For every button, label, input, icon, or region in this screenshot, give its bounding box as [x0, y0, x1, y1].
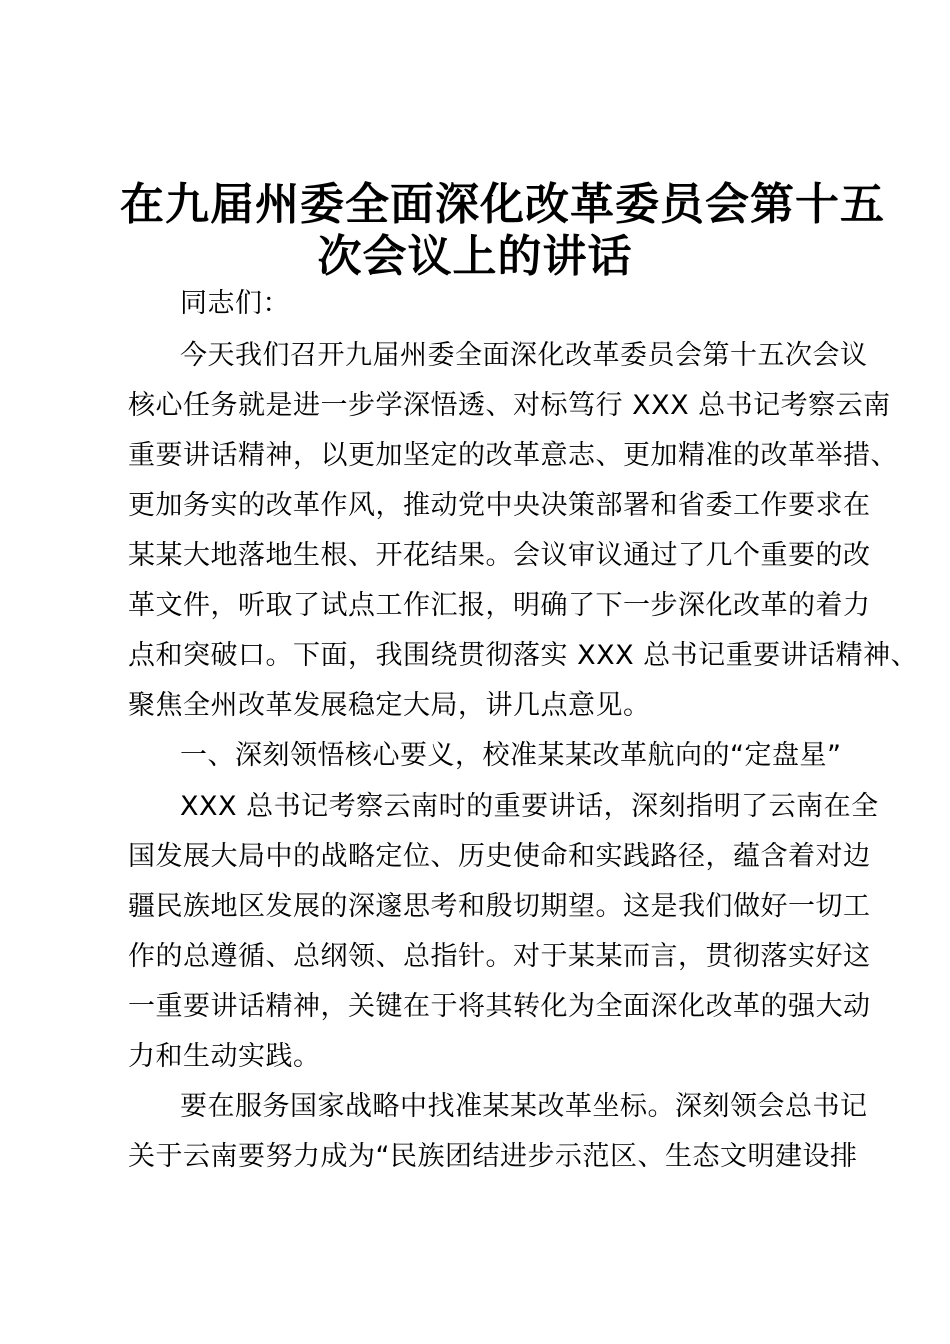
paragraph-2-line: 一重要讲话精神，关键在于将其转化为全面深化改革的强大动 [128, 991, 871, 1022]
paragraph-1-line: 更加务实的改革作风，推动党中央决策部署和省委工作要求在 [128, 490, 871, 521]
document-title-line-2: 次会议上的讲话 [317, 231, 633, 282]
paragraph-1-line: 重要讲话精神，以更加坚定的改革意志、更加精准的改革举措、 [128, 440, 898, 471]
paragraph-2-line: 力和生动实践。 [128, 1041, 321, 1072]
paragraph-2-line: 国发展大局中的战略定位、历史使命和实践路径，蕴含着对边 [128, 841, 871, 872]
section-heading-1: 一、深刻领悟核心要义，校准某某改革航向的“定盘星” [180, 740, 842, 771]
paragraph-1-line: 核心任务就是进一步学深悟透、对标笃行 XXX 总书记考察云南 [128, 390, 891, 421]
salutation: 同志们： [180, 288, 290, 319]
paragraph-2-line: 作的总遵循、总纲领、总指针。对于某某而言，贯彻落实好这 [128, 941, 871, 972]
paragraph-2-line: 疆民族地区发展的深邃思考和殷切期望。这是我们做好一切工 [128, 891, 871, 922]
paragraph-3-line: 要在服务国家战略中找准某某改革坐标。深刻领会总书记 [180, 1091, 868, 1122]
paragraph-1-line: 今天我们召开九届州委全面深化改革委员会第十五次会议 [180, 340, 868, 371]
paragraph-1-line: 聚焦全州改革发展稳定大局，讲几点意见。 [128, 690, 651, 721]
paragraph-1-line: 某某大地落地生根、开花结果。会议审议通过了几个重要的改 [128, 540, 871, 571]
document-title-line-1: 在九届州委全面深化改革委员会第十五 [120, 179, 885, 230]
paragraph-1-line: 点和突破口。下面，我围绕贯彻落实 XXX 总书记重要讲话精神、 [128, 640, 919, 671]
paragraph-1-line: 革文件，听取了试点工作汇报，明确了下一步深化改革的着力 [128, 590, 871, 621]
paragraph-2-line: XXX 总书记考察云南时的重要讲话，深刻指明了云南在全 [180, 791, 879, 822]
paragraph-3-line: 关于云南要努力成为“民族团结进步示范区、生态文明建设排 [128, 1141, 858, 1172]
